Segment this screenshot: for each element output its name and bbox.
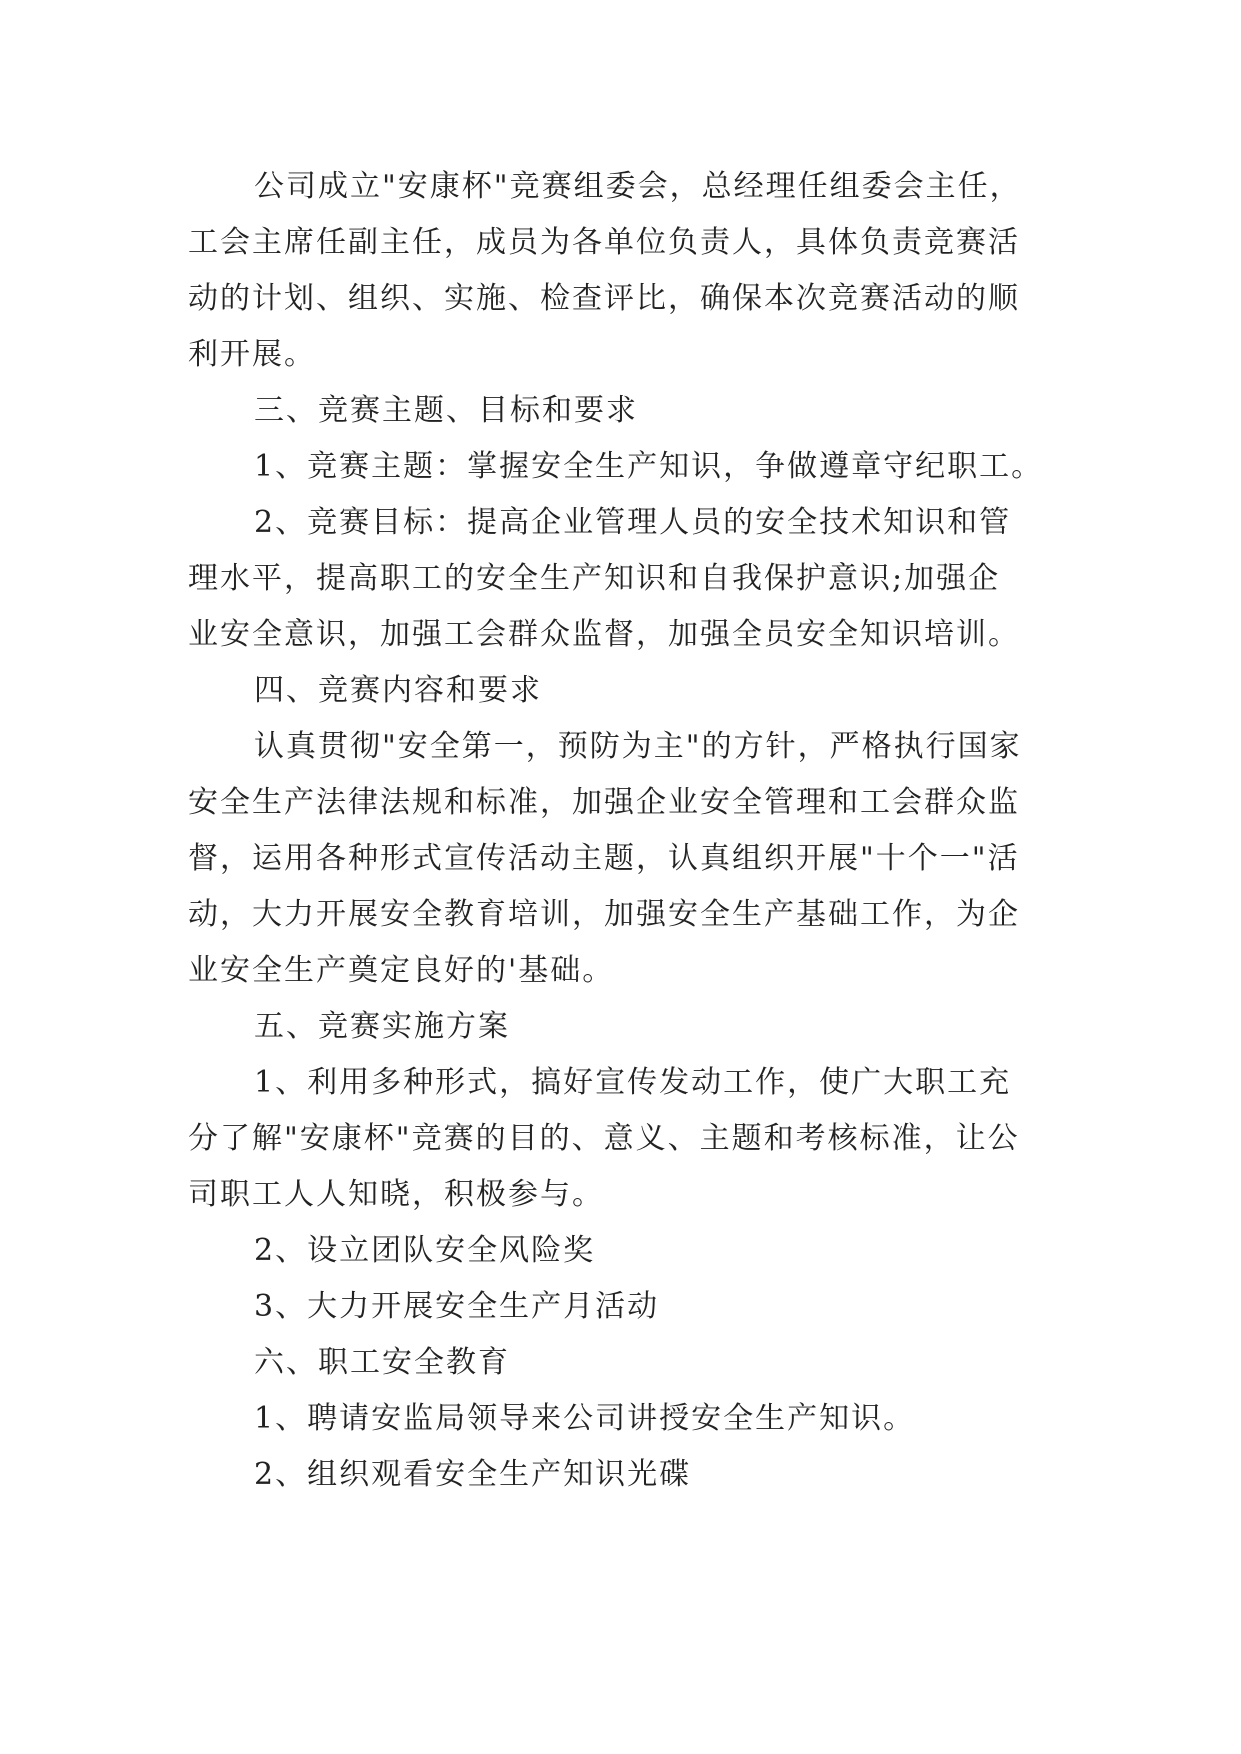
paragraph-line: 利开展。	[188, 337, 316, 372]
paragraph-line: 动，大力开展安全教育培训，加强安全生产基础工作，为企	[188, 897, 1020, 932]
document-body	[188, 159, 1068, 1503]
paragraph-line: 分了解"安康杯"竞赛的目的、意义、主题和考核标准，让公	[188, 1121, 1020, 1156]
paragraph-line: 工会主席任副主任，成员为各单位负责人，具体负责竞赛活	[188, 225, 1020, 260]
paragraph-line: 业安全意识，加强工会群众监督，加强全员安全知识培训。	[188, 617, 1020, 652]
paragraph-line: 认真贯彻"安全第一，预防为主"的方针，严格执行国家	[254, 729, 1022, 764]
section-heading: 五、竞赛实施方案	[254, 1009, 510, 1044]
paragraph-line: 公司成立"安康杯"竞赛组委会，总经理任组委会主任，	[254, 169, 1022, 204]
section-heading: 四、竞赛内容和要求	[254, 673, 542, 708]
paragraph-line: 1、利用多种形式，搞好宣传发动工作，使广大职工充	[254, 1065, 1012, 1100]
paragraph-line: 司职工人人知晓，积极参与。	[188, 1177, 604, 1212]
list-item: 1、聘请安监局领导来公司讲授安全生产知识。	[254, 1401, 916, 1436]
list-item: 2、组织观看安全生产知识光碟	[254, 1457, 692, 1492]
section-heading: 三、竞赛主题、目标和要求	[254, 393, 638, 428]
paragraph-line: 2、竞赛目标：提高企业管理人员的安全技术知识和管	[254, 505, 1012, 540]
paragraph-line: 业安全生产奠定良好的'基础。	[188, 953, 615, 988]
list-item: 2、设立团队安全风险奖	[254, 1233, 596, 1268]
paragraph-line: 督，运用各种形式宣传活动主题，认真组织开展"十个一"活	[188, 841, 1020, 876]
paragraph-line: 理水平，提高职工的安全生产知识和自我保护意识;加强企	[188, 561, 1001, 596]
list-item: 3、大力开展安全生产月活动	[254, 1289, 660, 1324]
paragraph-line: 1、竞赛主题：掌握安全生产知识，争做遵章守纪职工。	[254, 449, 1044, 484]
paragraph-line: 动的计划、组织、实施、检查评比，确保本次竞赛活动的顺	[188, 281, 1020, 316]
paragraph-line: 安全生产法律法规和标准，加强企业安全管理和工会群众监	[188, 785, 1020, 820]
section-heading: 六、职工安全教育	[254, 1345, 510, 1380]
